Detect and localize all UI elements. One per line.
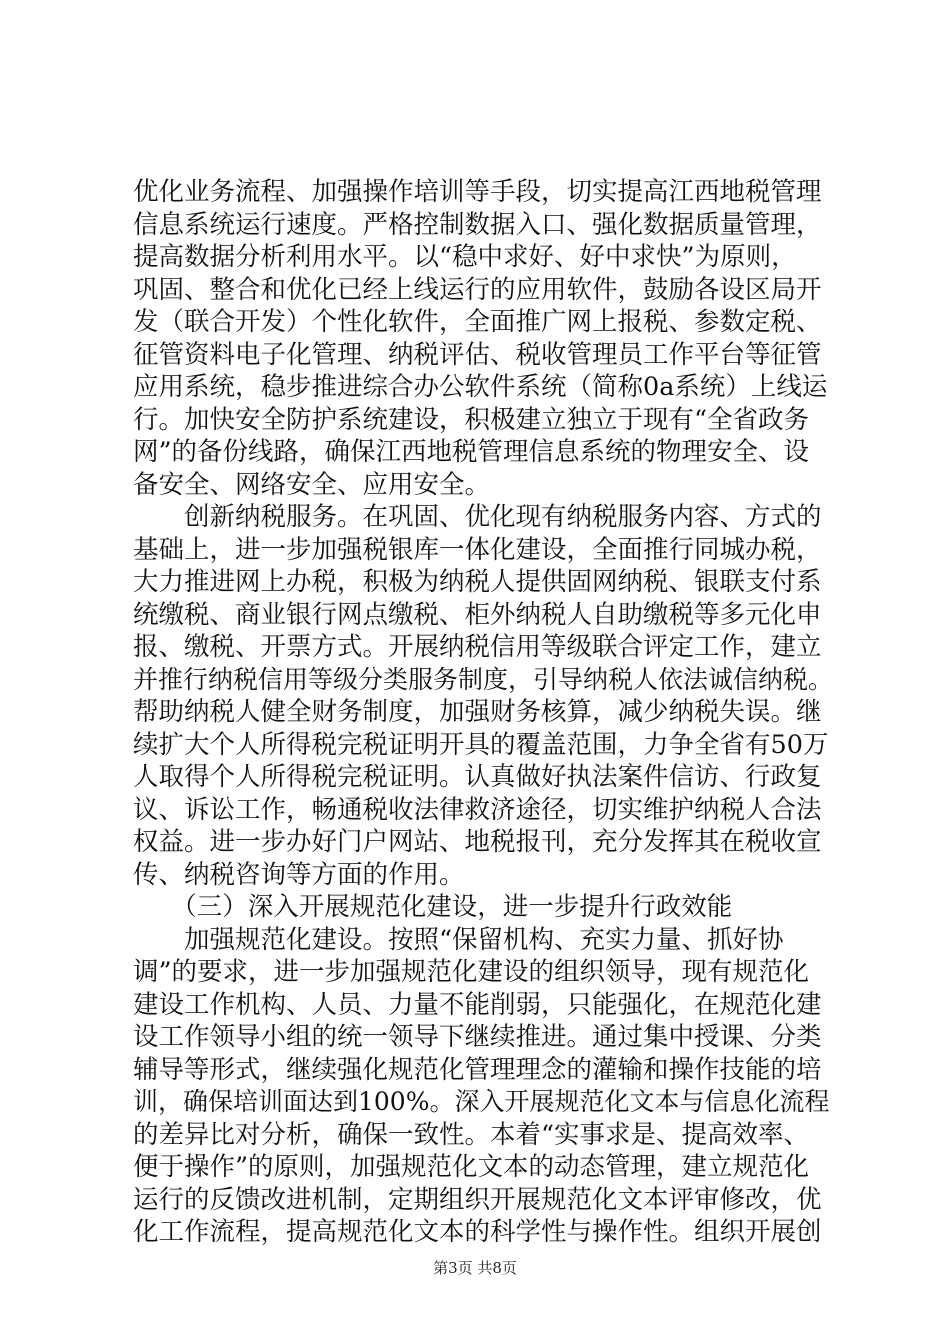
text-line: 行。加快安全防护系统建设，积极建立独立于现有“全省政务 (133, 404, 810, 435)
text-line: 统缴税、商业银行网点缴税、柜外纳税人自助缴税等多元化申 (133, 599, 822, 630)
text-line: 备安全、网络安全、应用安全。 (133, 469, 491, 500)
text-line: 帮助纳税人健全财务制度，加强财务核算，减少纳税失误。继 (133, 697, 822, 727)
text-line: 建设工作机构、人员、力量不能削弱，只能强化，在规范化建 (133, 989, 822, 1020)
text-line: 基础上，进一步加强税银库一体化建设，全面推行同城办税， (133, 534, 822, 565)
text-line: 传、纳税咨询等方面的作用。 (133, 859, 465, 890)
text-line: 设工作领导小组的统一领导下继续推进。通过集中授课、分类 (133, 1022, 822, 1052)
text-line: 应用系统，稳步推进综合办公软件系统（简称0a系统）上线运 (133, 372, 828, 402)
text-line: 发（联合开发）个性化软件，全面推广网上报税、参数定税、 (133, 307, 822, 337)
section-heading: （三）深入开展规范化建设，进一步提升行政效能 (133, 892, 733, 922)
text-line: 大力推进网上办税，积极为纳税人提供固网纳税、银联支付系 (133, 567, 822, 597)
page-number-footer: 第3页 共8页 (433, 1259, 517, 1277)
document-body (133, 176, 833, 1249)
text-line: 辅导等形式，继续强化规范化管理理念的灌输和操作技能的培 (133, 1054, 822, 1085)
text-line: 网”的备份线路，确保江西地税管理信息系统的物理安全、设 (133, 437, 810, 467)
text-line: 报、缴税、开票方式。开展纳税信用等级联合评定工作，建立 (133, 632, 822, 662)
text-line: 化工作流程，提高规范化文本的科学性与操作性。组织开展创 (133, 1217, 822, 1247)
text-line: 训，确保培训面达到100%。深入开展规范化文本与信息化流程 (133, 1087, 830, 1116)
text-line: 人取得个人所得税完税证明。认真做好执法案件信访、行政复 (133, 762, 822, 792)
text-line: 加强规范化建设。按照“保留机构、充实力量、抓好协 (133, 924, 784, 955)
text-line: 调”的要求，进一步加强规范化建设的组织领导，现有规范化 (133, 957, 810, 987)
text-line: 运行的反馈改进机制，定期组织开展规范化文本评审修改，优 (133, 1184, 822, 1215)
text-line: 优化业务流程、加强操作培训等手段，切实提高江西地税管理 (133, 177, 822, 207)
text-line: 的差异比对分析，确保一致性。本着“实事求是、提高效率、 (133, 1119, 810, 1150)
text-line: 提高数据分析利用水平。以“稳中求好、好中求快”为原则， (133, 242, 797, 272)
text-line: 并推行纳税信用等级分类服务制度，引导纳税人依法诚信纳税。 (133, 664, 833, 694)
text-line: 议、诉讼工作，畅通税收法律救济途径，切实维护纳税人合法 (133, 794, 822, 825)
text-line: 信息系统运行速度。严格控制数据入口、强化数据质量管理， (133, 209, 822, 240)
text-line: 权益。进一步办好门户网站、地税报刊，充分发挥其在税收宣 (133, 827, 822, 857)
text-line: 续扩大个人所得税完税证明开具的覆盖范围，力争全省有50万 (133, 729, 829, 760)
text-line: 创新纳税服务。在巩固、优化现有纳税服务内容、方式的 (133, 502, 822, 532)
text-line: 巩固、整合和优化已经上线运行的应用软件，鼓励各设区局开 (133, 274, 822, 305)
text-line: 便于操作”的原则，加强规范化文本的动态管理，建立规范化 (133, 1152, 810, 1182)
text-line: 征管资料电子化管理、纳税评估、税收管理员工作平台等征管 (133, 339, 822, 370)
